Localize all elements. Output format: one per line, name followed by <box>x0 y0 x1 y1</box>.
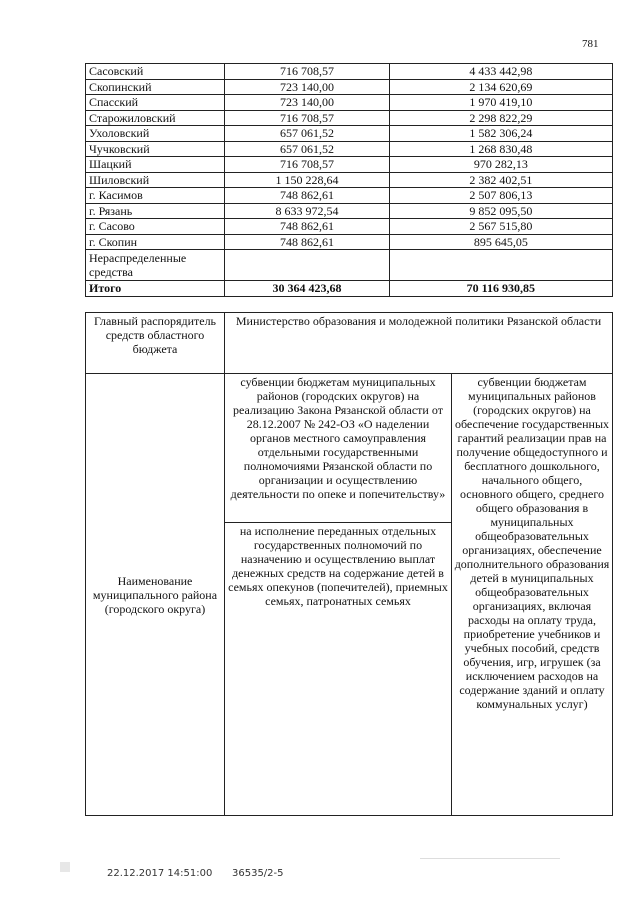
table-row-unallocated <box>86 250 613 281</box>
district-name: г. Рязань <box>86 203 225 219</box>
table-row-total <box>86 281 613 297</box>
amount-col-1: 8 633 972,54 <box>225 203 389 219</box>
district-name: г. Касимов <box>86 188 225 204</box>
scan-artifact <box>420 858 560 859</box>
unallocated-label <box>86 250 225 281</box>
total-amount-1: 30 364 423,68 <box>225 281 389 297</box>
amount-col-2: 2 134 620,69 <box>389 79 612 95</box>
amount-col-1: 657 061,52 <box>225 141 389 157</box>
header-row <box>86 313 613 374</box>
amount-col-1: 1 150 228,64 <box>225 172 389 188</box>
table-row <box>86 157 613 173</box>
empty-cell <box>225 250 389 281</box>
amount-col-2: 1 268 830,48 <box>389 141 612 157</box>
unallocated-label-line1: Нераспределенные <box>89 251 187 265</box>
scan-artifact <box>60 862 70 872</box>
amount-col-2: 4 433 442,98 <box>389 64 612 80</box>
district-name: Шиловский <box>86 172 225 188</box>
amount-col-2: 970 282,13 <box>389 157 612 173</box>
amount-col-1: 716 708,57 <box>225 157 389 173</box>
empty-cell <box>389 250 612 281</box>
amount-col-1: 723 140,00 <box>225 79 389 95</box>
amount-col-1: 657 061,52 <box>225 126 389 142</box>
unallocated-label-line2: средства <box>89 265 134 279</box>
amount-col-1: 716 708,57 <box>225 64 389 80</box>
amount-col-2: 2 298 822,29 <box>389 110 612 126</box>
amount-col-2: 2 507 806,13 <box>389 188 612 204</box>
amount-col-1: 748 862,61 <box>225 188 389 204</box>
table-row <box>86 172 613 188</box>
district-name: Шацкий <box>86 157 225 173</box>
district-name: Сасовский <box>86 64 225 80</box>
ministry-name: Министерство образования и молодежной политики Рязанской области <box>225 313 613 374</box>
subsidy-payments-description: на исполнение переданных отдельных государственных полномочий по назначению и осуществлению выплат денежных средств на содержание детей в семьях опекунов (попечителей), приемных семьях, патронатных семьях <box>225 523 452 816</box>
amount-col-1: 748 862,61 <box>225 219 389 235</box>
amount-col-2: 2 567 515,80 <box>389 219 612 235</box>
district-name: г. Скопин <box>86 234 225 250</box>
amount-col-2: 895 645,05 <box>389 234 612 250</box>
total-label: Итого <box>86 281 225 297</box>
district-name: Скопинский <box>86 79 225 95</box>
amount-col-1: 723 140,00 <box>225 95 389 111</box>
subsidy-row-top <box>86 374 613 523</box>
total-amount-2: 70 116 930,85 <box>389 281 612 297</box>
subsidy-description-table <box>85 312 613 816</box>
amount-col-2: 1 582 306,24 <box>389 126 612 142</box>
district-name-label: Наименование муниципального района (городского округа) <box>86 374 225 816</box>
district-name: Старожиловский <box>86 110 225 126</box>
amount-col-2: 1 970 419,10 <box>389 95 612 111</box>
page-number: 781 <box>582 38 599 50</box>
table-row <box>86 110 613 126</box>
chief-manager-label: Главный распорядитель средств областного бюджета <box>86 313 225 374</box>
table-row <box>86 203 613 219</box>
table-row <box>86 64 613 80</box>
table-row <box>86 234 613 250</box>
table-row <box>86 219 613 235</box>
table-row <box>86 188 613 204</box>
subsidy-education-description: субвенции бюджетам муниципальных районов (городских округов) на обеспечение государственных гарантий реализации прав на получение общедоступного и бесплатного дошкольного, начального общего, основного общего, среднего общего образования в муниципальных общеобразовательных организациях, обеспечение дополнительного образования детей в муниципальных общеобразовательных организациях, включая расходы на оплату труда, приобретение учебников и учебных пособий, средств обучения, игр, игрушек (за исключением расходов на содержание зданий и оплату коммунальных услуг) <box>452 374 613 816</box>
table-row <box>86 79 613 95</box>
table-row <box>86 95 613 111</box>
amount-col-2: 2 382 402,51 <box>389 172 612 188</box>
amount-col-1: 716 708,57 <box>225 110 389 126</box>
district-name: Ухоловский <box>86 126 225 142</box>
footer-doc-code: 36535/2-5 <box>232 868 284 879</box>
footer-datetime: 22.12.2017 14:51:00 <box>107 868 213 879</box>
district-name: Чучковский <box>86 141 225 157</box>
subsidy-guardianship-description: субвенции бюджетам муниципальных районов (городских округов) на реализацию Закона Рязанской области от 28.12.2007 № 242-ОЗ «О наделении органов местного самоуправления отдельными государственными полномочиями Рязанской области по организации и осуществлению деятельности по опеке и попечительству» <box>225 374 452 523</box>
amount-col-1: 748 862,61 <box>225 234 389 250</box>
amount-col-2: 9 852 095,50 <box>389 203 612 219</box>
districts-amounts-table <box>85 63 613 297</box>
table-row <box>86 126 613 142</box>
district-name: Спасский <box>86 95 225 111</box>
district-name: г. Сасово <box>86 219 225 235</box>
table-row <box>86 141 613 157</box>
